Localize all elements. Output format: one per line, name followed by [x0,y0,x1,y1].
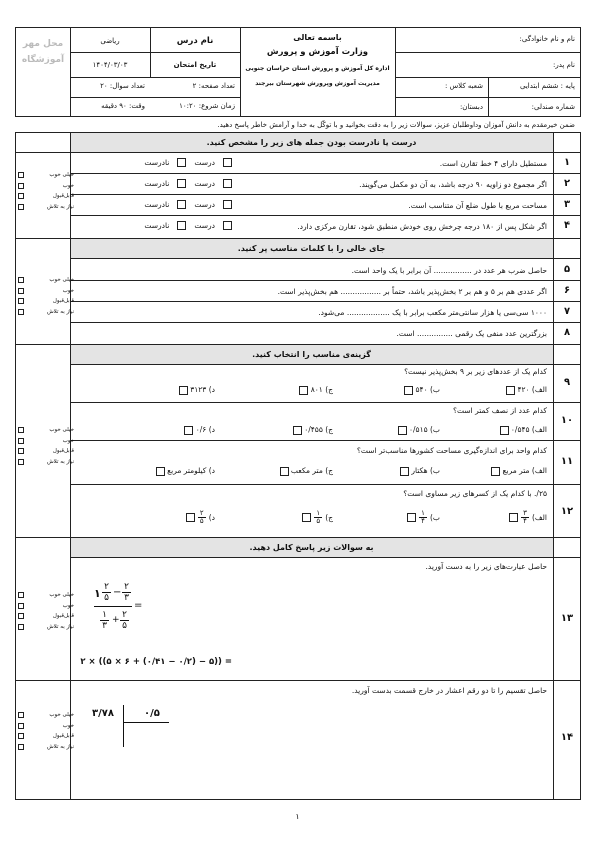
option-a: الف) $\frac{۳}{۴}$ [509,510,547,525]
true-false-options: درست نادرست [92,158,232,167]
rating-section3: خیلی خوب خوب قابل‌قبول نیاز به تلاش [18,425,74,467]
option-checkbox[interactable] [302,513,311,522]
question-number: ۱۲ [560,506,574,517]
true-false-options: درست نادرست [92,221,232,230]
question-text: کدام عدد از نصف کمتر است؟ [453,406,547,415]
father-name-label: نام پدر: [552,61,575,69]
question-number: ۱ [563,157,571,168]
fraction: ۱ ۳ [100,610,109,631]
option-a: الف) متر مربع [491,466,547,476]
section2-title: جای خالی را با کلمات مناسب پر کنید. [237,244,386,253]
rating-checkbox[interactable] [18,459,24,465]
fraction: $\frac{۲}{۵}$ [198,510,206,525]
true-checkbox[interactable] [223,158,232,167]
option-c: ج) ۰/۴۵۵ [293,425,333,435]
option-checkbox[interactable] [400,467,409,476]
question-number: ۱۰ [560,415,574,426]
rating-checkbox[interactable] [18,427,24,433]
class-label: شعبه کلاس : [445,82,483,90]
fraction: ۲ ۳ [122,582,131,603]
rating-section2: خیلی خوب خوب قابل‌قبول نیاز به تلاش [18,275,74,317]
rating-checkbox[interactable] [18,193,24,199]
exam-duration: وقت: ۹۰ دقیقه [101,102,145,110]
rating-checkbox[interactable] [18,204,24,210]
fraction: ۲ ۵ [120,610,129,631]
option-a: الف) ۴۲۰ [506,385,547,395]
fraction: $\frac{۱}{۵}$ [314,510,322,525]
option-b: ب) ۰/۵۱۵ [398,425,440,435]
intro-text: ضمن خیرمقدم به دانش آموزان وداوطلبان عزیز، سوالات زیر را به دقت بخوانید و با توکّل به خدا و آرامش خاطر پاسخ دهید. [217,121,575,129]
exam-date-value: ۱۴۰۴/۰۳/۰۳ [92,61,128,69]
option-checkbox[interactable] [509,513,518,522]
fill-blank-text: بزرگترین عدد منفی یک رقمی ............... است. [396,329,547,338]
exam-date-label: تاریخ امتحان [173,61,217,69]
option-d: د) ۰/۶ [184,425,215,435]
true-false-options: درست نادرست [92,200,232,209]
option-checkbox[interactable] [280,467,289,476]
district-name: مدیریت آموزش وپرورش شهرستان بیرجند [255,80,380,87]
fill-blank-text: حاصل ضرب هر عدد در ................ آن برابر با یک واحد است. [351,266,547,275]
ministry-name: وزارت آموزش و پرورش [266,47,369,57]
question-number: ۱۴ [560,732,574,743]
question-text: حاصل تقسیم را تا دو رقم اعشار در خارج قسمت بدست آورید. [351,686,547,695]
school-label: دبستان: [459,103,483,111]
option-checkbox[interactable] [293,426,302,435]
question-number: ۱۱ [560,456,574,467]
question-number: ۴ [563,220,571,231]
option-c: ج) متر مکعب [280,466,334,476]
question-number: ۵ [563,264,571,275]
option-d: د) کیلومتر مربع [156,466,215,476]
rating-checkbox[interactable] [18,744,24,750]
option-checkbox[interactable] [404,386,413,395]
header-title: باسمه تعالی [293,33,342,42]
rating-q13: خیلی خوب خوب قابل‌قبول نیاز به تلاش [18,590,74,632]
question-number: ۷ [563,306,571,317]
option-b: ب) ۵۴۰ [404,385,440,395]
rating-checkbox[interactable] [18,298,24,304]
section1-title: درست یا نادرست بودن جمله های زیر را مشخص کنید. [206,138,417,147]
subject-label: نام درس [176,36,214,46]
rating-section1: خیلی خوب خوب قابل‌قبول نیاز به تلاش [18,170,74,212]
question-number: ۸ [563,327,571,338]
true-checkbox[interactable] [223,200,232,209]
option-checkbox[interactable] [184,426,193,435]
section4-title: به سوالات زیر پاسخ کامل دهید. [249,543,374,552]
rating-checkbox[interactable] [18,603,24,609]
option-checkbox[interactable] [299,386,308,395]
name-label: نام و نام خانوادگی: [519,35,575,43]
question-text: کدام واحد برای اندازه‌گیری مساحت کشورها مناسب‌تر است؟ [356,446,547,455]
option-b: ب) هکتار [400,466,440,476]
option-checkbox[interactable] [407,513,416,522]
start-time: زمان شروع: ۱۰:۲۰ [179,102,235,110]
question-text: کدام یک از عددهای زیر بر ۹ بخش‌پذیر نیست؟ [404,367,547,376]
option-checkbox[interactable] [398,426,407,435]
rating-checkbox[interactable] [18,624,24,630]
false-checkbox[interactable] [177,179,186,188]
page-count: تعداد صفحه: ۲ [192,82,235,90]
question-number: ۶ [563,285,571,296]
question-number: ۹ [563,377,571,388]
question-text: اگر شکل پس از ۱۸۰ درجه چرخش روی خودش منطبق شود، تقارن مرکزی دارد. [297,222,547,231]
question-text: حاصل عبارت‌های زیر را به دست آورید. [425,562,547,571]
page-number: ۱ [295,812,300,821]
option-c: ج) ۸۰۱ [299,385,333,395]
question-number: ۱۳ [560,613,574,624]
seat-label: شماره صندلی: [531,103,575,111]
complex-fraction: ۱ ۲ ۵ − ۲ ۳ = ۱ ۳ + ۲ ۵ [94,582,143,631]
rating-checkbox[interactable] [18,712,24,718]
option-d: د) ۳۱۲۳ [179,385,215,395]
true-checkbox[interactable] [223,179,232,188]
rating-checkbox[interactable] [18,613,24,619]
question-number: ۲ [563,178,571,189]
rating-checkbox[interactable] [18,309,24,315]
question-text: اگر مجموع دو زاویه ۹۰ درجه باشد، به آن دو مکمل می‌گویند. [359,180,547,189]
true-checkbox[interactable] [223,221,232,230]
question-text: ۲۵/. با کدام یک از کسرهای زیر مساوی است؟ [403,489,547,498]
section3-title: گزینه‌ی مناسب را انتخاب کنید. [252,350,371,359]
question-text: مستطیل دارای ۴ خط تقارن است. [439,159,547,168]
rating-checkbox[interactable] [18,592,24,598]
option-a: الف) ۰/۵۴۵ [500,425,547,435]
true-false-options: درست نادرست [92,179,232,188]
option-checkbox[interactable] [506,386,515,395]
rating-checkbox[interactable] [18,438,24,444]
fill-blank-text: اگر عددی هم بر ۵ و هم بر ۲ بخش‌پذیر باشد، حتماً بر ................. هم بخش‌پذیر است. [277,287,547,296]
option-checkbox[interactable] [491,467,500,476]
rating-checkbox[interactable] [18,733,24,739]
rating-checkbox[interactable] [18,183,24,189]
question-count: تعداد سوال: ۲۰ [100,82,145,90]
rating-checkbox[interactable] [18,448,24,454]
false-checkbox[interactable] [177,158,186,167]
fraction: $\frac{۳}{۴}$ [521,510,529,525]
fraction: $\frac{۱}{۴}$ [419,510,427,525]
false-checkbox[interactable] [177,221,186,230]
rating-checkbox[interactable] [18,723,24,729]
fraction: ۲ ۵ [102,582,111,603]
school-stamp-area: محل مهر آموزشگاه [21,39,65,65]
rating-checkbox[interactable] [18,277,24,283]
question-text: مساحت مربع با طول ضلع آن متناسب است. [408,201,547,210]
option-checkbox[interactable] [156,467,165,476]
grade-label: پایه : ششم ابتدایی [520,82,575,90]
fill-blank-text: ۱۰۰۰ سی‌سی یا هزار سانتی‌متر مکعب برابر با یک .................. می‌شود. [318,308,547,317]
rating-q14: خیلی خوب خوب قابل‌قبول نیاز به تلاش [18,710,74,752]
long-division: ۳/۷۸ ۰/۵ [92,705,172,765]
option-c: ج) $\frac{۱}{۵}$ [302,510,333,525]
option-checkbox[interactable] [179,386,188,395]
office-name: اداره کل آموزش و پرورش استان خراسان جنوبی [245,65,390,72]
option-checkbox[interactable] [500,426,509,435]
option-checkbox[interactable] [186,513,195,522]
rating-checkbox[interactable] [18,288,24,294]
expression-2: = ((۵ − (۰/۲ − ۰/۴۱) + ۶ × ۵)) × ۲ [80,657,232,667]
option-d: د) $\frac{۲}{۵}$ [186,510,215,525]
subject-value: ریاضی [100,37,120,45]
false-checkbox[interactable] [177,200,186,209]
question-number: ۳ [563,199,571,210]
rating-checkbox[interactable] [18,172,24,178]
option-b: ب) $\frac{۱}{۴}$ [407,510,440,525]
